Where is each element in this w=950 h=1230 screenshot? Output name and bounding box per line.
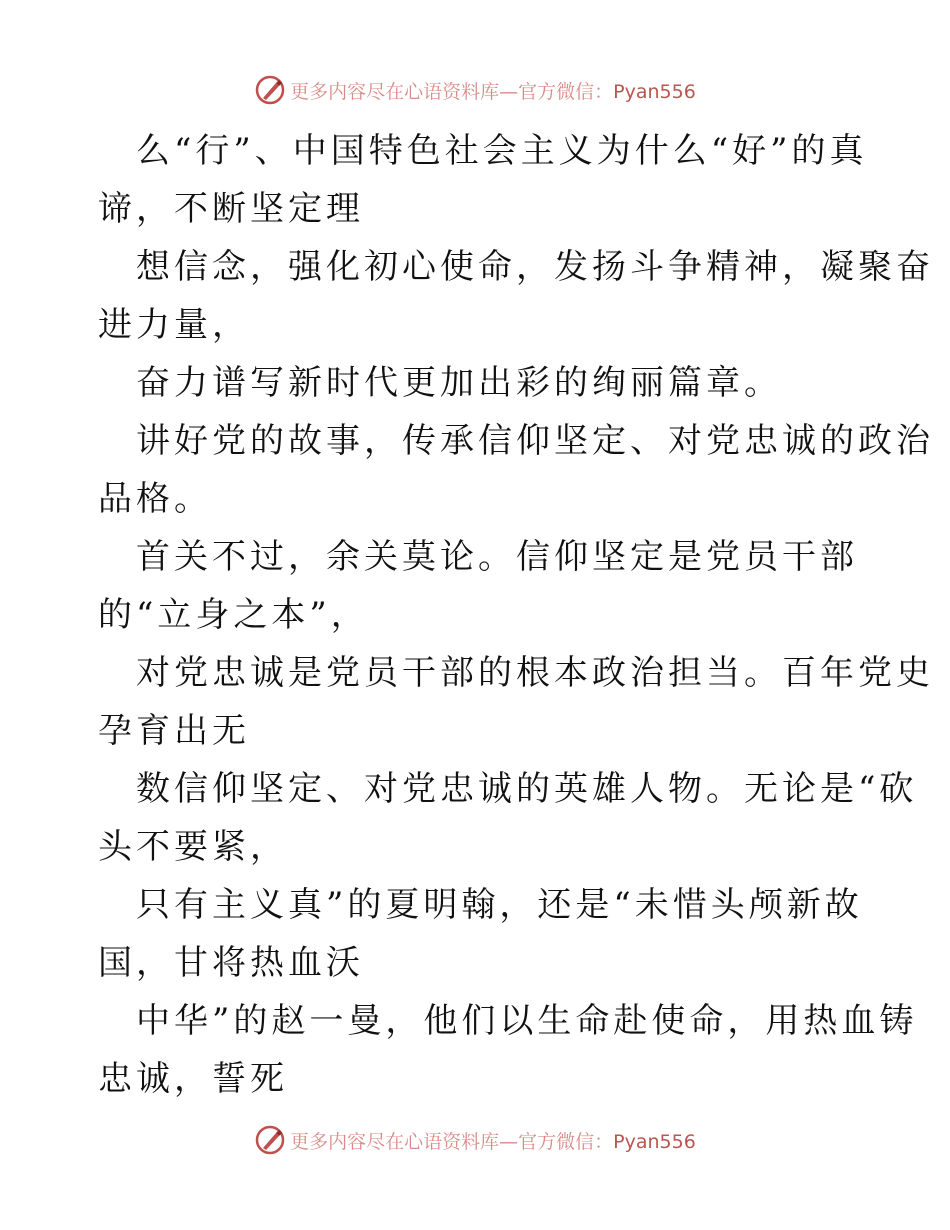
pen-logo-icon <box>254 74 286 106</box>
paragraph-line: 想信念，强化初心使命，发扬斗争精神，凝聚奋 <box>136 247 934 287</box>
paragraph <box>98 644 934 760</box>
pen-logo-icon <box>254 1124 286 1156</box>
paragraph <box>98 992 918 1108</box>
paragraph-line: 进力量， <box>98 305 250 345</box>
paragraph-line: 的“立身之本”， <box>98 595 369 635</box>
paragraph-line: 对党忠诚是党员干部的根本政治担当。百年党史 <box>136 653 934 693</box>
document-body <box>98 122 934 1108</box>
paragraph-line: 头不要紧， <box>98 827 288 867</box>
paragraph <box>98 412 934 528</box>
paragraph-line: 忠诚，誓死 <box>98 1059 288 1099</box>
banner-label <box>290 77 696 104</box>
banner-label <box>290 1127 696 1154</box>
paragraph-line: 讲好党的故事，传承信仰坚定、对党忠诚的政治 <box>136 421 934 461</box>
paragraph-line: 孕育出无 <box>98 711 250 751</box>
paragraph <box>98 528 858 644</box>
paragraph <box>98 876 863 992</box>
paragraph <box>98 238 934 354</box>
paragraph-line: 品格。 <box>98 479 212 519</box>
paragraph-line: 首关不过，余关莫论。信仰坚定是党员干部 <box>136 537 858 577</box>
banner-wechat-id: Pyan556 <box>613 1130 696 1153</box>
paragraph <box>98 760 918 876</box>
paragraph <box>98 122 868 238</box>
header-banner <box>0 70 950 110</box>
paragraph <box>98 354 858 412</box>
paragraph-line: 国，甘将热血沃 <box>98 943 364 983</box>
paragraph-line: 只有主义真”的夏明翰，还是“未惜头颅新故 <box>136 885 863 925</box>
banner-text: 更多内容尽在心语资料库—官方微信： <box>290 80 614 103</box>
paragraph-line: 奋力谱写新时代更加出彩的绚丽篇章。 <box>136 363 782 403</box>
footer-banner <box>0 1120 950 1160</box>
paragraph-line: 么“行”、中国特色社会主义为什么“好”的真 <box>136 131 868 171</box>
paragraph-line: 数信仰坚定、对党忠诚的英雄人物。无论是“砍 <box>136 769 918 809</box>
paragraph-line: 谛，不断坚定理 <box>98 189 364 229</box>
paragraph-line: 中华”的赵一曼，他们以生命赴使命，用热血铸 <box>136 1001 918 1041</box>
banner-text: 更多内容尽在心语资料库—官方微信： <box>290 1130 614 1153</box>
banner-wechat-id: Pyan556 <box>613 80 696 103</box>
